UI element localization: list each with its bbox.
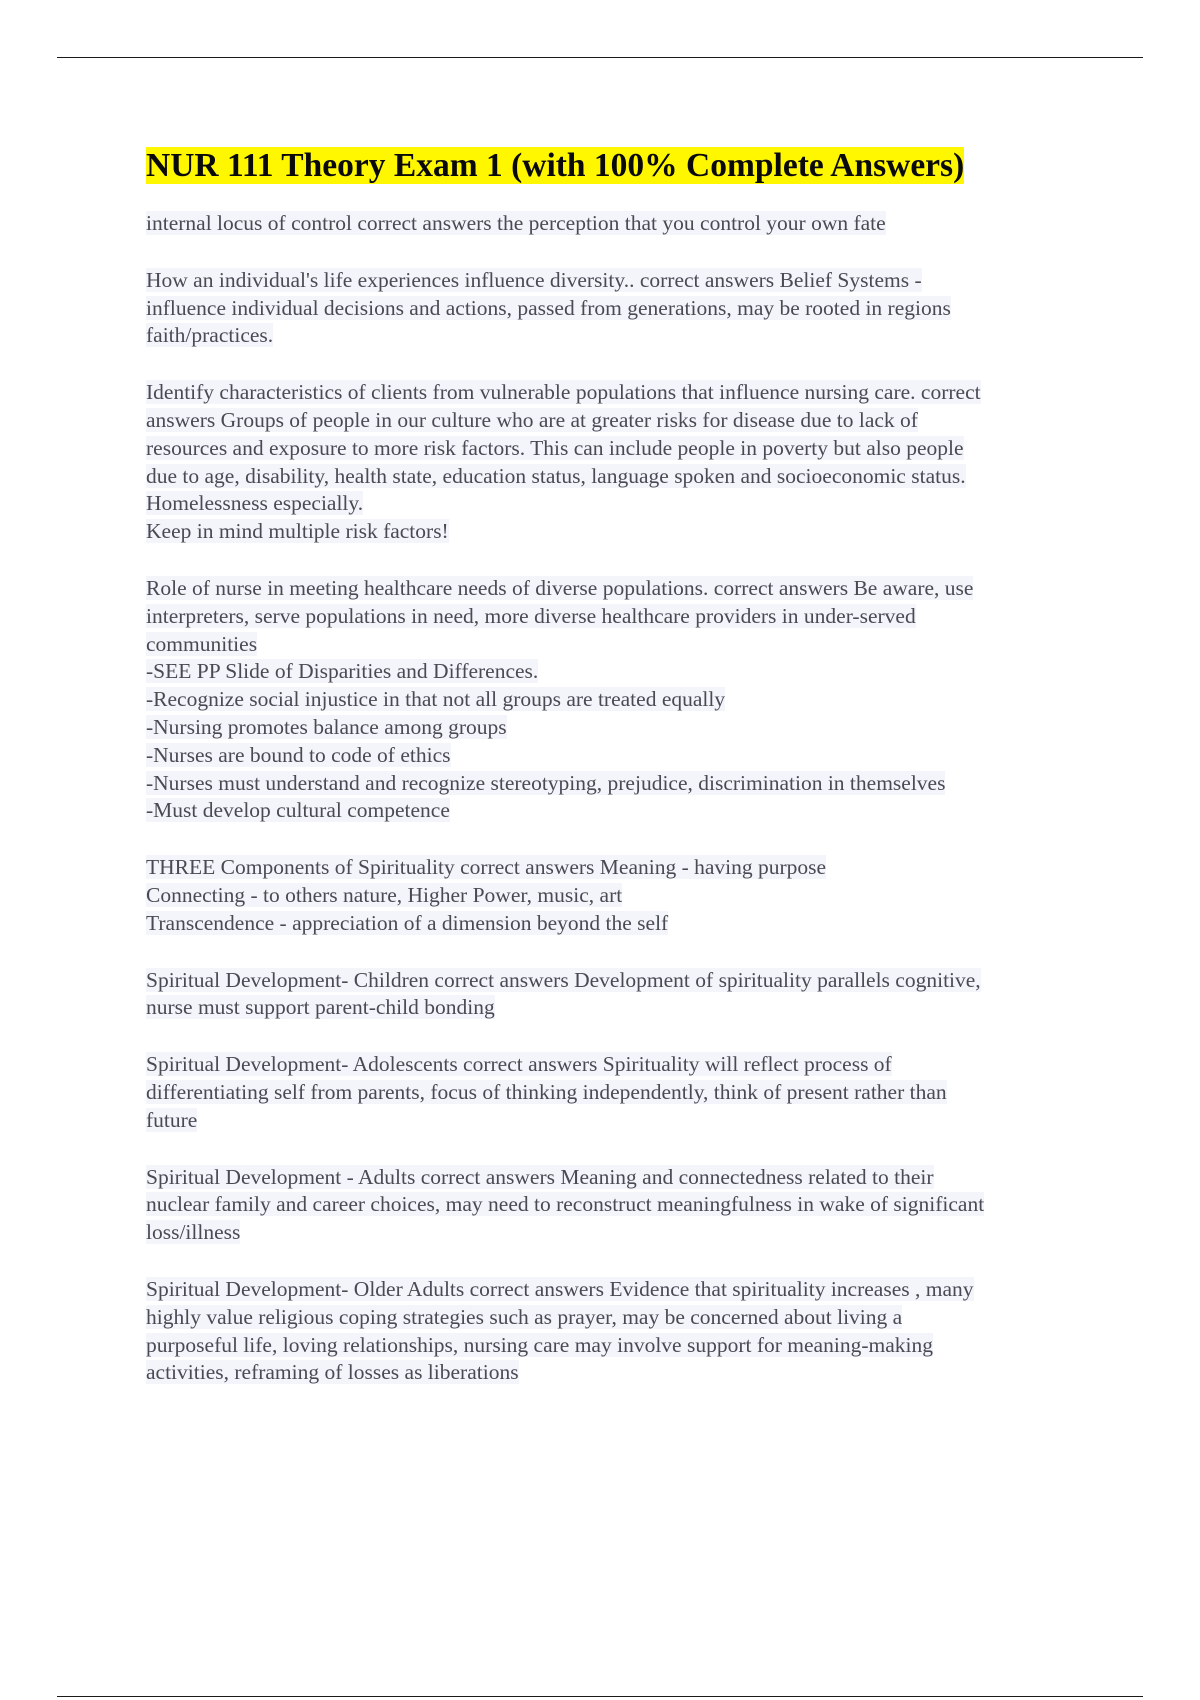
qa-line-text: Keep in mind multiple risk factors! [146, 519, 449, 544]
qa-line-text: -Nursing promotes balance among groups [146, 714, 507, 739]
qa-line [146, 1051, 1096, 1079]
qa-line-text: due to age, disability, health state, education status, language spoken and socioeconomic status. [146, 463, 966, 488]
qa-line [146, 1276, 1096, 1304]
qa-line-text: internal locus of control correct answers the perception that you control your own fate [146, 211, 886, 235]
title-highlight: NUR 111 Theory Exam 1 (with 100% Complete Answers) [146, 147, 965, 184]
qa-line [146, 295, 1096, 323]
qa-line [146, 463, 1096, 491]
qa-line-text: -Must develop cultural competence [146, 798, 450, 823]
qa-line-text: resources and exposure to more risk factors. This can include people in poverty but also people [146, 435, 964, 460]
qa-line-text: Spiritual Development- Older Adults correct answers Evidence that spirituality increases , many [146, 1276, 974, 1301]
qa-line-text: -SEE PP Slide of Disparities and Differences. [146, 659, 539, 684]
qa-line-text: answers Groups of people in our culture who are at greater risks for disease due to lack of [146, 407, 918, 432]
qa-line-text: loss/illness [146, 1220, 241, 1245]
qa-line [146, 854, 1096, 882]
qa-line-text: nuclear family and career choices, may need to reconstruct meaningfulness in wake of significant [146, 1192, 985, 1217]
qa-line-text: Transcendence - appreciation of a dimension beyond the self [146, 910, 669, 935]
qa-line-text: interpreters, serve populations in need, more diverse healthcare providers in under-served [146, 603, 916, 628]
qa-entry [146, 267, 1096, 350]
qa-line [146, 1359, 1096, 1387]
qa-line [146, 379, 1096, 407]
qa-line [146, 210, 1096, 238]
qa-line [146, 631, 1096, 659]
qa-list [146, 210, 1096, 1387]
bottom-rule [57, 1696, 1143, 1697]
qa-line [146, 1107, 1096, 1135]
qa-line-text: -Nurses are bound to code of ethics [146, 742, 451, 767]
qa-line-text: activities, reframing of losses as liberations [146, 1360, 519, 1385]
qa-line-text: THREE Components of Spirituality correct answers Meaning - having purpose [146, 855, 827, 880]
qa-entry [146, 210, 1096, 238]
qa-entry [146, 1276, 1096, 1387]
qa-line [146, 994, 1096, 1022]
qa-line-text: differentiating self from parents, focus of thinking independently, think of present rather than [146, 1079, 947, 1104]
qa-line [146, 658, 1096, 686]
qa-line-text: Homelessness especially. [146, 491, 364, 516]
qa-line [146, 518, 1096, 546]
qa-line [146, 1304, 1096, 1332]
qa-line [146, 797, 1096, 825]
qa-line-text: communities [146, 631, 258, 656]
qa-line-text: Spiritual Development - Adults correct answers Meaning and connectedness related to their [146, 1164, 934, 1189]
qa-line-text: Spiritual Development- Children correct answers Development of spirituality parallels cognitive, [146, 967, 981, 992]
document-body [146, 146, 1096, 1416]
qa-entry [146, 854, 1096, 937]
qa-entry [146, 967, 1096, 1023]
qa-line-text: influence individual decisions and actions, passed from generations, may be rooted in regions [146, 295, 951, 320]
qa-line-text: future [146, 1107, 198, 1132]
qa-entry [146, 1051, 1096, 1134]
qa-line [146, 1079, 1096, 1107]
qa-line-text: purposeful life, loving relationships, nursing care may involve support for meaning-making [146, 1332, 933, 1357]
qa-line [146, 714, 1096, 742]
document-title [146, 146, 1096, 186]
qa-line [146, 435, 1096, 463]
qa-line [146, 770, 1096, 798]
qa-line-text: Identify characteristics of clients from vulnerable populations that influence nursing care. correct [146, 380, 981, 405]
qa-line [146, 490, 1096, 518]
qa-line [146, 1164, 1096, 1192]
qa-line [146, 686, 1096, 714]
qa-line [146, 910, 1096, 938]
qa-entry [146, 1164, 1096, 1247]
top-rule [57, 57, 1143, 58]
qa-line [146, 603, 1096, 631]
qa-line [146, 267, 1096, 295]
qa-line-text: Role of nurse in meeting healthcare needs of diverse populations. correct answers Be aware, use [146, 575, 974, 600]
qa-line [146, 1219, 1096, 1247]
qa-line-text: How an individual's life experiences influence diversity.. correct answers Belief Systems - [146, 267, 922, 292]
qa-line [146, 322, 1096, 350]
qa-line-text: nurse must support parent-child bonding [146, 995, 495, 1020]
qa-line [146, 882, 1096, 910]
qa-line-text: -Nurses must understand and recognize stereotyping, prejudice, discrimination in themselves [146, 770, 946, 795]
qa-line-text: -Recognize social injustice in that not all groups are treated equally [146, 687, 726, 712]
qa-line [146, 1332, 1096, 1360]
qa-line-text: faith/practices. [146, 323, 274, 348]
qa-entry [146, 379, 1096, 546]
qa-line-text: highly value religious coping strategies such as prayer, may be concerned about living a [146, 1304, 903, 1329]
qa-line [146, 967, 1096, 995]
qa-line [146, 407, 1096, 435]
qa-line-text: Spiritual Development- Adolescents correct answers Spirituality will reflect process of [146, 1052, 892, 1077]
qa-line [146, 1191, 1096, 1219]
qa-entry [146, 575, 1096, 825]
qa-line [146, 575, 1096, 603]
qa-line [146, 742, 1096, 770]
qa-line-text: Connecting - to others nature, Higher Power, music, art [146, 882, 623, 907]
